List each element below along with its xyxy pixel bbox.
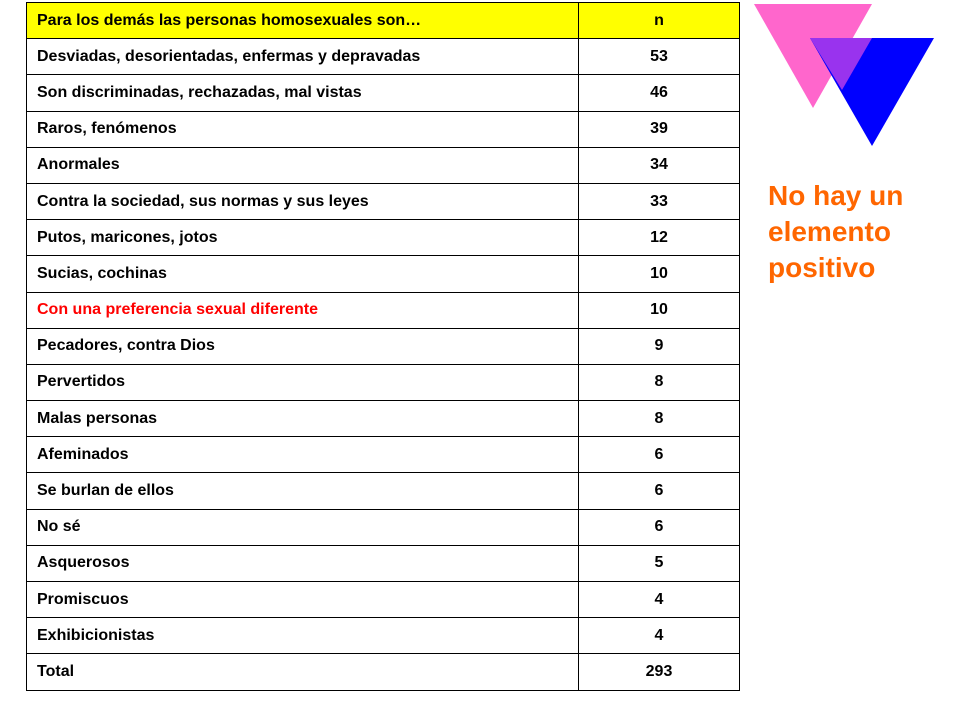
row-value: 4 [579, 618, 740, 654]
row-value: 12 [579, 220, 740, 256]
row-value: 6 [579, 509, 740, 545]
row-value: 5 [579, 545, 740, 581]
row-label: Sucias, cochinas [27, 256, 579, 292]
row-label-highlighted: Con una preferencia sexual diferente [27, 292, 579, 328]
row-value: 53 [579, 39, 740, 75]
row-label: No sé [27, 509, 579, 545]
row-label: Desviadas, desorientadas, enfermas y depravadas [27, 39, 579, 75]
table-header-row [27, 3, 740, 39]
row-value: 33 [579, 183, 740, 219]
row-value: 8 [579, 401, 740, 437]
table-row [27, 437, 740, 473]
row-label: Anormales [27, 147, 579, 183]
row-label: Pecadores, contra Dios [27, 328, 579, 364]
row-value: 10 [579, 292, 740, 328]
row-label: Afeminados [27, 437, 579, 473]
table-row [27, 220, 740, 256]
table-row [27, 582, 740, 618]
row-value: 4 [579, 582, 740, 618]
table-row [27, 364, 740, 400]
table-row [27, 473, 740, 509]
side-note-line: positivo [768, 252, 876, 283]
row-label: Asquerosos [27, 545, 579, 581]
row-label: Raros, fenómenos [27, 111, 579, 147]
total-label: Total [27, 654, 579, 690]
row-value: 10 [579, 256, 740, 292]
side-note [768, 178, 948, 286]
opinions-table [26, 2, 740, 691]
table-row [27, 401, 740, 437]
row-label: Contra la sociedad, sus normas y sus leyes [27, 183, 579, 219]
table-row [27, 545, 740, 581]
row-value: 8 [579, 364, 740, 400]
overlapping-triangles-icon [748, 0, 948, 150]
table-row [27, 328, 740, 364]
table-row [27, 39, 740, 75]
total-value: 293 [579, 654, 740, 690]
row-label: Se burlan de ellos [27, 473, 579, 509]
table-total-row [27, 654, 740, 690]
row-value: 6 [579, 473, 740, 509]
table-row [27, 256, 740, 292]
row-value: 9 [579, 328, 740, 364]
table-row [27, 509, 740, 545]
header-label: Para los demás las personas homosexuales son… [27, 3, 579, 39]
table-row [27, 183, 740, 219]
side-note-line: No hay un [768, 180, 904, 211]
row-value: 6 [579, 437, 740, 473]
row-value: 34 [579, 147, 740, 183]
row-label: Son discriminadas, rechazadas, mal vistas [27, 75, 579, 111]
row-value: 39 [579, 111, 740, 147]
table-row [27, 147, 740, 183]
table-row [27, 75, 740, 111]
row-label: Malas personas [27, 401, 579, 437]
table-row-highlighted [27, 292, 740, 328]
row-value: 46 [579, 75, 740, 111]
header-value: n [579, 3, 740, 39]
table-row [27, 111, 740, 147]
row-label: Pervertidos [27, 364, 579, 400]
table-row [27, 618, 740, 654]
row-label: Exhibicionistas [27, 618, 579, 654]
row-label: Promiscuos [27, 582, 579, 618]
side-note-line: elemento [768, 216, 891, 247]
row-label: Putos, maricones, jotos [27, 220, 579, 256]
